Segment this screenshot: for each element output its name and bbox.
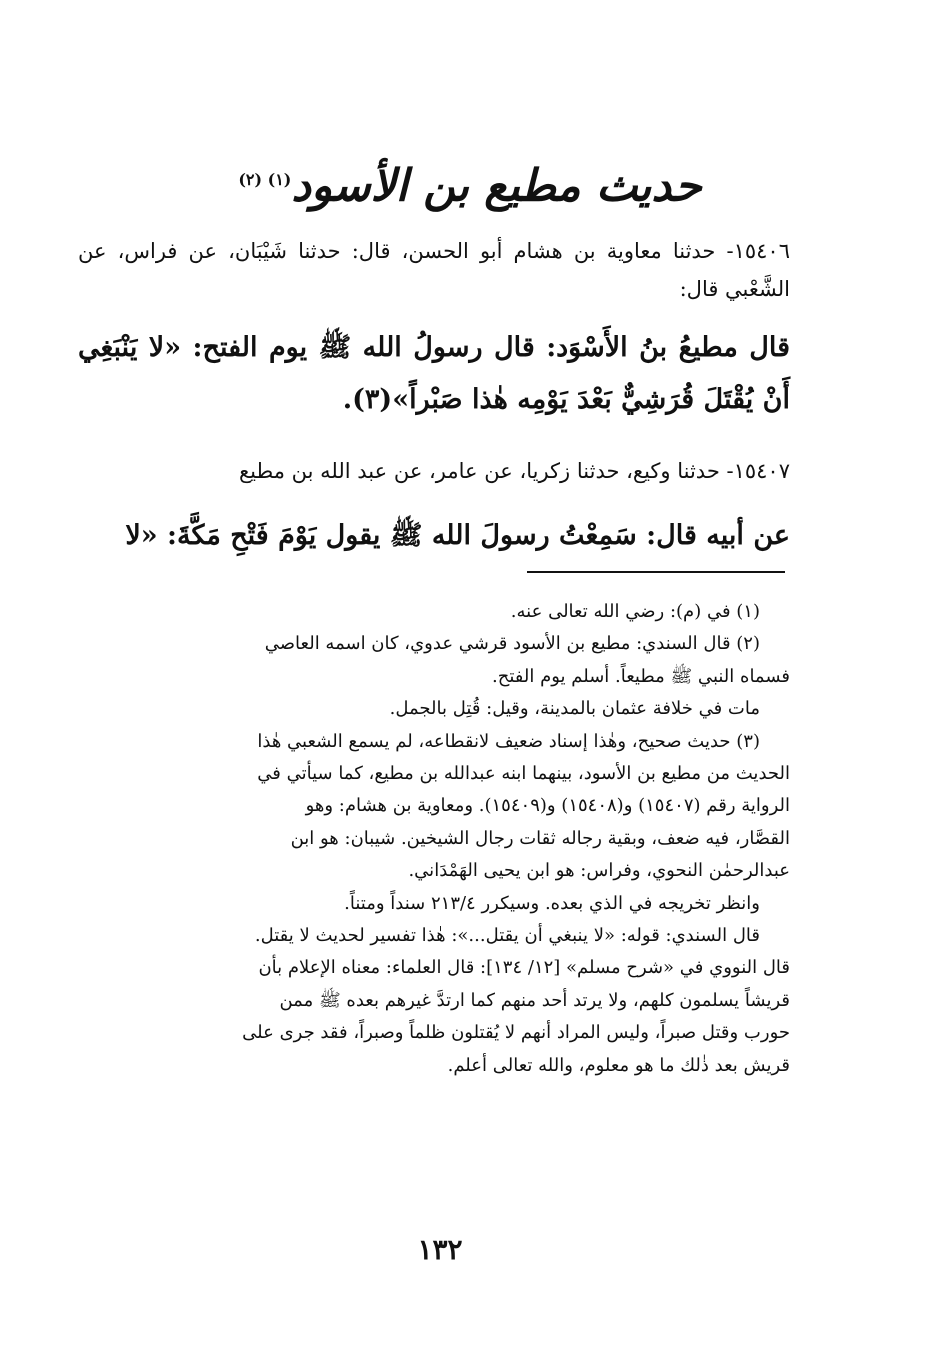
footnote-line: (٣) حديث صحيح، وهٰذا إسناد ضعيف لانقطاعه، لم يسمع الشعبي هٰذا bbox=[257, 730, 760, 752]
footnote-line: قال السندي: قوله: «لا ينبغي أن يقتل...»: هٰذا تفسير لحديث لا يقتل. bbox=[254, 925, 760, 947]
footnote-line: الحديث من مطيع بن الأسود، بينهما ابنه عبدالله بن مطيع، كما سيأتي في bbox=[257, 763, 790, 785]
footnote-line: القصَّار، فيه ضعف، وبقية رجاله ثقات رجال الشيخين. شيبان: هو ابن bbox=[290, 827, 790, 849]
footnote-line: فسماه النبي ﷺ مطيعاً. أسلم يوم الفتح. bbox=[492, 665, 790, 687]
hadith-15406-text: قال مطيعُ بنُ الأَسْوَد: قال رسولُ الله ﷺ يوم الفتح: «لا يَنْبَغِي أَنْ يُقْتَلَ قُرَشِيٌّ بَعْدَ يَوْمِه هٰذا صَبْراً»(٣). bbox=[78, 332, 790, 415]
hadith-15407-chain: ١٥٤٠٧- حدثنا وكيع، حدثنا زكريا، عن عامر، عن عبد الله بن مطيع bbox=[238, 459, 790, 483]
footnote-line: قريش بعد ذٰلك ما هو معلوم، والله تعالى أعلم. bbox=[447, 1054, 790, 1076]
footnote-line: وانظر تخريجه في الذي بعده. وسيكرر ٢١٣/٤ سنداً ومتناً. bbox=[344, 892, 760, 914]
chapter-title bbox=[150, 150, 790, 217]
footnote-line: عبدالرحمٰن النحوي، وفراس: هو ابن يحيى الهَمْدَاني. bbox=[408, 860, 790, 882]
page-number: ١٣٢ bbox=[417, 1233, 463, 1266]
footnote-line: حورب وقتل صبراً، وليس المراد أنهم لا يُقتلون ظلماً وصبراً، فقد جرى على bbox=[242, 1022, 790, 1044]
chapter-title-footnote-refs: (١) (٢) bbox=[238, 170, 292, 189]
hadith-15406-chain: ١٥٤٠٦- حدثنا معاوية بن هشام أبو الحسن، قال: حدثنا شَيْبَان، عن فراس، عن الشَّعْبي قال: bbox=[78, 239, 790, 301]
footnote-line: مات في خلافة عثمان بالمدينة، وقيل: قُتِل بالجمل. bbox=[389, 698, 760, 720]
footnote-line: قال النووي في «شرح مسلم» [١٢/ ١٣٤]: قال العلماء: معناه الإعلام بأن bbox=[258, 957, 790, 979]
footnote-separator bbox=[527, 571, 785, 573]
footnote-line: (٢) قال السندي: مطيع بن الأسود قرشي عدوي، كان اسمه العاصي bbox=[264, 633, 760, 655]
chapter-title-text: حديث مطيع بن الأسود bbox=[291, 160, 702, 212]
hadith-15407-text: عن أبيه قال: سَمِعْتُ رسولَ الله ﷺ يقول يَوْمَ فَتْحِ مَكَّةَ: «لا bbox=[125, 520, 790, 551]
footnote-line: الرواية رقم (١٥٤٠٧) و(١٥٤٠٨) و(١٥٤٠٩). ومعاوية بن هشام: وهو bbox=[305, 795, 790, 817]
footnote-line: قريشاً يسلمون كلهم، ولا يرتد أحد منهم كما ارتدَّ غيرهم بعده ﷺ ممن bbox=[279, 989, 790, 1011]
footnotes bbox=[80, 596, 790, 1082]
footnote-line: (١) في (م): رضي الله تعالى عنه. bbox=[510, 601, 760, 622]
